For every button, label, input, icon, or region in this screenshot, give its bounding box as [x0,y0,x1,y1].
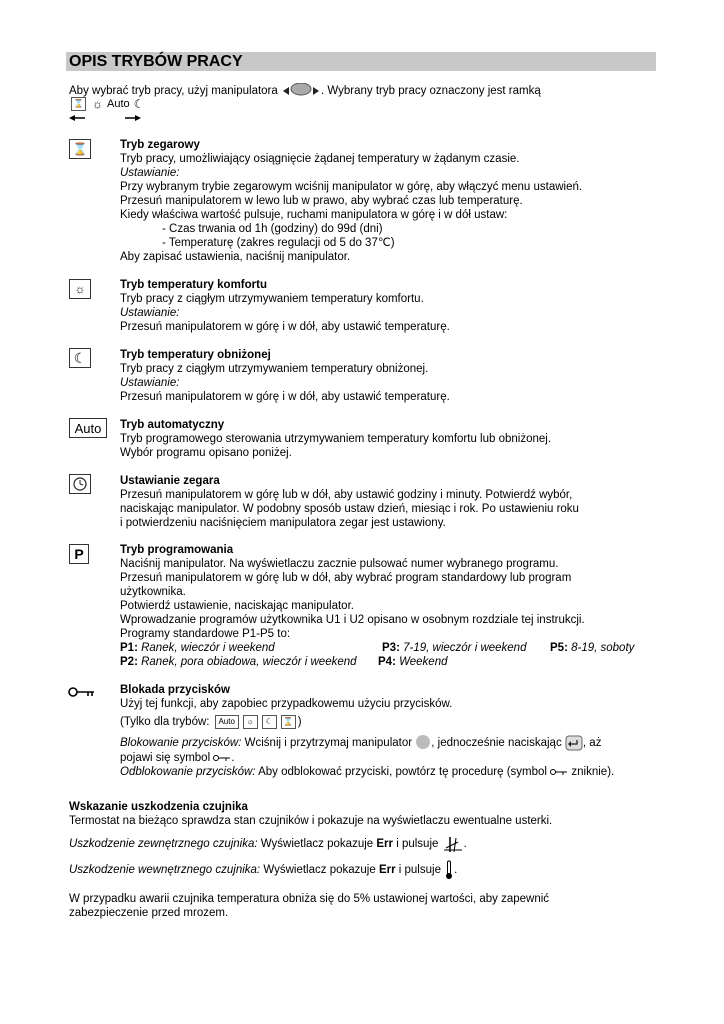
section-heading: Ustawianie zegara [120,475,220,487]
text-line: Tryb pracy z ciągłym utrzymywaniem temperatury obniżonej. [120,363,429,375]
hourglass-small-icon: ⌛ [281,715,296,729]
program-value: Ranek, wieczór i weekend [141,642,275,654]
text-line: zniknie). [571,766,615,779]
sun-small-icon: ☼ [243,715,258,729]
text-line: , jednocześnie naciskając [431,737,562,750]
text-line: , aż [582,737,602,750]
key-small-icon [213,753,231,763]
auto-small-icon: Auto [215,715,239,729]
section-komfort [120,278,680,334]
text-line: Wyświetlacz pokazuje [263,864,376,877]
joystick-icon [281,83,321,99]
section-blokada [120,683,680,779]
text-line: . [454,864,458,877]
section-sensor [69,800,669,920]
text-line: W przypadku awarii czujnika temperatura obniża się do 5% ustawionej wartości, aby zapewnić [69,893,550,905]
moon-icon: ☾ [133,97,145,111]
text-line: i potwierdzeniu naciśnięciem manipulatora zegar jest ustawiony. [120,517,446,529]
text-line: Wyświetlacz pokazuje [260,838,374,851]
text-line: Ustawianie: [120,307,180,319]
section-obnizony [120,348,680,404]
section-auto [120,418,680,460]
section-zegar [120,474,680,530]
text-line: Przy wybranym trybie zegarowym wciśnij manipulator w górę, aby włączyć menu ustawień. [120,181,583,193]
text-line: użytkownika. [120,586,186,598]
text-line: . [463,838,467,851]
text-line: Użyj tej funkcji, aby zapobiec przypadkowemu użyciu przycisków. [120,698,453,710]
ext-sensor-line [69,834,669,854]
section-heading: Tryb automatyczny [120,419,225,431]
text-line: ) [297,716,302,729]
text-line: Odblokowanie przycisków: [120,766,256,779]
text-line: Aby odblokować przyciski, powtórz tę procedurę (symbol [258,766,547,779]
program-key: P2: [120,656,138,668]
text-line: naciskając manipulator. W podobny sposób ustaw dzień, miesiąc i rok. Po ustawieniu roku [120,503,579,515]
text-line: Przesuń manipulatorem w górę i w dół, aby ustawić temperaturę. [120,321,450,333]
text-line: . [231,752,235,765]
arrows-icon [69,112,149,124]
err-label: Err [376,838,393,851]
lock-line-2 [120,751,680,765]
program-icon: P [69,544,89,564]
section-program [120,543,680,669]
knob-icon [415,735,431,751]
program-key: P3: [382,642,400,654]
text-line: Wybór programu opisano poniżej. [120,447,292,459]
auto-icon: Auto [69,418,107,438]
auto-label: Auto [107,98,130,110]
sun-icon: ☼ [92,97,103,111]
text-line: Przesuń manipulatorem w lewo lub w prawo, aby wybrać czas lub temperaturę. [120,195,523,207]
modes-line [120,715,680,729]
text-line: Wciśnij i przytrzymaj manipulator [244,737,413,750]
text-line: Przesuń manipulatorem w górę i w dół, aby ustawić temperaturę. [120,391,450,403]
program-key: P5: [550,642,568,654]
external-sensor-icon [442,834,464,854]
text-line: Aby zapisać ustawienia, naciśnij manipulator. [120,251,351,263]
program-key: P1: [120,642,138,654]
program-row-2 [120,655,680,669]
section-heading: Blokada przycisków [120,684,230,696]
program-row-1 [120,641,680,655]
back-button-icon [565,735,583,751]
program-value: Weekend [399,656,448,668]
mode-strip [69,97,144,111]
section-heading: Tryb temperatury komfortu [120,279,267,291]
text-line: Tryb programowego sterowania utrzymywaniem temperatury komfortu lub obniżonej. [120,433,552,445]
text-line: (Tylko dla trybów: [120,716,210,729]
thermometer-icon [444,860,454,880]
text-line: Przesuń manipulatorem w górę lub w dół, aby wybrać program standardowy lub program [120,572,572,584]
int-sensor-line [69,860,669,880]
text-line: Blokowanie przycisków: [120,737,242,750]
text-line: Uszkodzenie wewnętrznego czujnika: [69,864,261,877]
sun-icon: ☼ [69,279,91,299]
moon-icon: ☾ [69,348,91,368]
text-line: Tryb pracy, umożliwiający osiągnięcie żądanej temperatury w żądanym czasie. [120,153,520,165]
section-heading: Tryb programowania [120,544,234,556]
section-heading: Tryb temperatury obniżonej [120,349,271,361]
text-line: Uszkodzenie zewnętrznego czujnika: [69,838,258,851]
text-line: Programy standardowe P1-P5 to: [120,628,291,640]
text-line: zabezpieczenie przed mrozem. [69,907,229,919]
program-value: 8-19, soboty [571,642,635,654]
unlock-line [120,765,680,779]
text-line: - Czas trwania od 1h (godziny) do 99d (dni) [162,223,383,235]
text-line: Tryb pracy z ciągłym utrzymywaniem temperatury komfortu. [120,293,424,305]
text-line: Przesuń manipulatorem w górę lub w dół, aby ustawić godziny i minuty. Potwierdź wybór, [120,489,573,501]
key-icon [68,686,96,698]
section-zegarowy [120,138,680,264]
text-line: Wprowadzanie programów użytkownika U1 i U2 opisano w osobnym rozdziale tej instrukcji. [120,614,585,626]
text-line: Potwierdź ustawienie, naciskając manipulator. [120,600,354,612]
clock-icon [69,474,91,494]
hourglass-icon: ⌛ [69,139,91,159]
intro-text-before: Aby wybrać tryb pracy, użyj manipulatora [69,85,278,97]
title-bar [66,52,656,71]
err-label: Err [378,864,396,877]
lock-line [120,735,680,751]
section-heading: Wskazanie uszkodzenia czujnika [69,801,248,813]
text-line: Termostat na bieżąco sprawdza stan czujników i pokazuje na wyświetlaczu ewentualne usterki. [69,815,553,827]
key-small-icon [550,767,568,777]
text-line: Ustawianie: [120,167,180,179]
text-line: Naciśnij manipulator. Na wyświetlaczu zacznie pulsować numer wybranego programu. [120,558,559,570]
text-line: pojawi się symbol [120,752,211,765]
text-line: Kiedy właściwa wartość pulsuje, ruchami manipulatora w górę i w dół ustaw: [120,209,508,221]
hourglass-icon: ⌛ [71,97,86,111]
intro-text-after: . Wybrany tryb pracy oznaczony jest ramką [321,85,541,97]
program-value: Ranek, pora obiadowa, wieczór i weekend [141,656,357,668]
section-heading: Tryb zegarowy [120,139,200,151]
program-key: P4: [378,656,396,668]
moon-small-icon: ☾ [262,715,277,729]
program-value: 7-19, wieczór i weekend [403,642,527,654]
text-line: i pulsuje [396,838,439,851]
text-line: Ustawianie: [120,377,180,389]
text-line: i pulsuje [398,864,441,877]
text-line: - Temperaturę (zakres regulacji od 5 do 37℃) [162,237,395,249]
page-title: OPIS TRYBÓW PRACY [69,53,243,70]
